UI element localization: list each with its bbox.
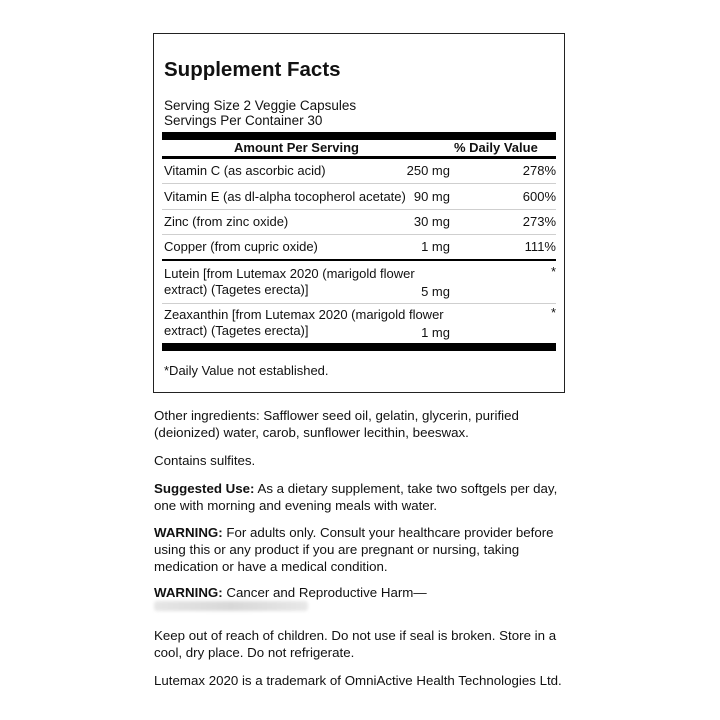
row-divider [162,234,556,235]
thick-rule-top [162,132,556,140]
facts-title: Supplement Facts [164,58,341,81]
text-line: using this or any product if you are pregnant or nursing, taking [154,542,520,557]
nutrient-row [164,307,556,341]
text-line: Contains sulfites. [154,453,256,468]
thick-rule-bottom [162,343,556,351]
trademark-note [154,672,564,689]
text-line [154,584,564,601]
nutrient-row [164,266,556,300]
nutrient-dv: 273% [522,214,556,229]
nutrient-amount: 5 mg [421,284,450,299]
nutrient-name-line2: extract) (Tagetes erecta)] [164,323,309,338]
other-ingredients [154,407,564,441]
servings-per-container: Servings Per Container 30 [164,113,323,128]
warning-label: WARNING: [154,585,223,600]
nutrient-name: Copper (from cupric oxide) [164,239,318,254]
text-span: Cancer and Reproductive Harm— [222,585,427,600]
sulfites-note [154,452,564,469]
text-span: For adults only. Consult your healthcare provider before [222,525,554,540]
text-line: Other ingredients: Safflower seed oil, gelatin, glycerin, purified [154,408,519,423]
redacted-text [154,601,308,611]
text-line: one with morning and evening meals with water. [154,498,438,513]
suggested-use-label: Suggested Use: [154,481,255,496]
row-divider [162,303,556,304]
suggested-use [154,480,564,514]
nutrient-name-line1: Lutein [from Lutemax 2020 (marigold flower [164,266,415,281]
text-span: As a dietary supplement, take two softgels per day, [254,481,558,496]
header-daily-value: % Daily Value [454,140,538,155]
nutrient-name: Zinc (from zinc oxide) [164,214,289,229]
text-line: medication or have a medical condition. [154,559,388,574]
nutrient-amount: 90 mg [413,189,450,204]
storage-note [154,627,564,661]
nutrient-dv: 111% [524,239,556,254]
text-line: cool, dry place. Do not refrigerate. [154,645,355,660]
nutrient-dv: * [550,305,556,320]
nutrient-dv: * [550,264,556,279]
nutrient-dv: 278% [522,163,556,178]
nutrient-amount: 1 mg [421,239,450,254]
text-line: Lutemax 2020 is a trademark of OmniActive Health Technologies Ltd. [154,673,562,688]
serving-size: Serving Size 2 Veggie Capsules [164,98,357,113]
section-rule [162,259,556,261]
nutrient-name: Vitamin C (as ascorbic acid) [164,163,326,178]
nutrient-name: Vitamin E (as dl-alpha tocopherol acetate) [164,189,406,204]
warning-adults [154,524,564,575]
nutrient-amount: 250 mg [406,163,450,178]
text-line [154,524,564,541]
text-line [154,480,564,497]
row-divider [162,183,556,184]
header-rule [162,156,556,159]
nutrient-amount: 30 mg [413,214,450,229]
supplement-facts-panel [153,33,565,393]
text-line: Keep out of reach of children. Do not use if seal is broken. Store in a [154,628,557,643]
header-amount: Amount Per Serving [234,140,359,155]
nutrient-name-line1: Zeaxanthin [from Lutemax 2020 (marigold flower [164,307,444,322]
warning-label: WARNING: [154,525,223,540]
footnote: *Daily Value not established. [164,363,329,378]
nutrient-name-line2: extract) (Tagetes erecta)] [164,282,309,297]
nutrient-dv: 600% [522,189,556,204]
warning-cancer [154,584,564,601]
nutrient-amount: 1 mg [421,325,450,340]
text-line: (deionized) water, carob, sunflower lecithin, beeswax. [154,425,469,440]
row-divider [162,209,556,210]
